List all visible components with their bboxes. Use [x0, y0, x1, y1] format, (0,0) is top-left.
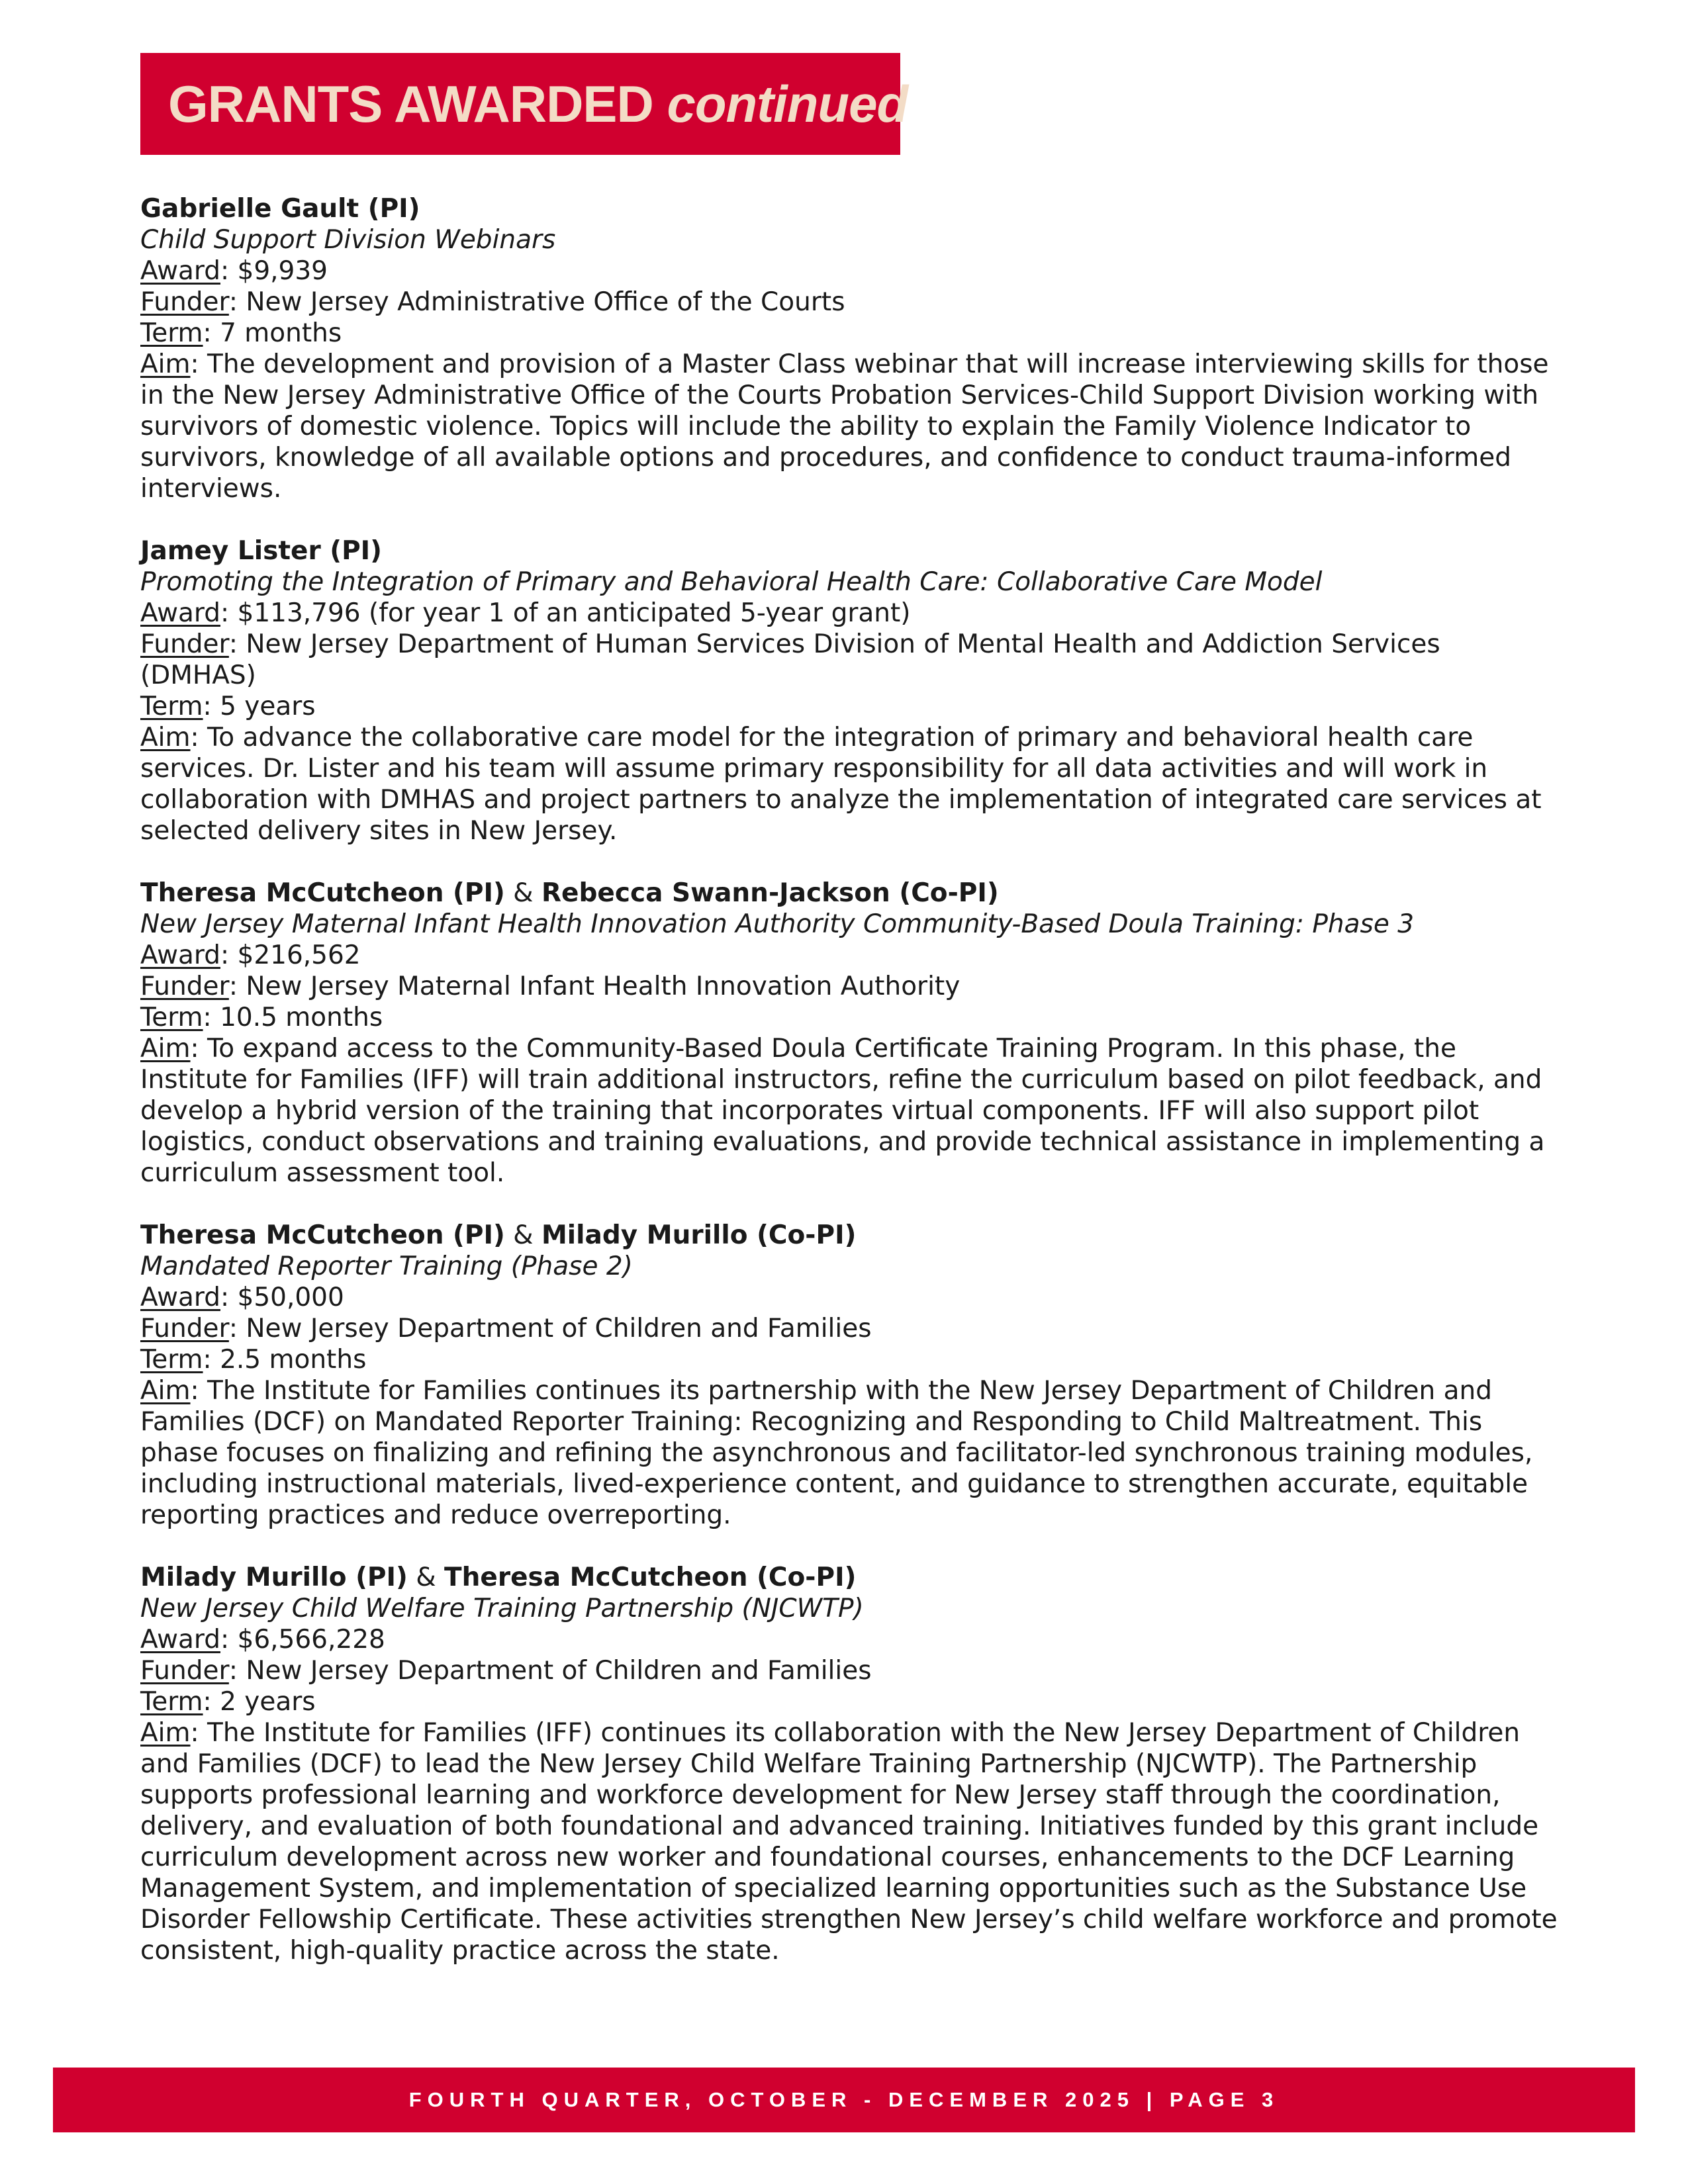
ampersand: &	[407, 1563, 445, 1592]
grant-entry	[140, 193, 1564, 504]
funder-value: : New Jersey Maternal Infant Health Innovation Authority	[228, 972, 961, 1001]
grant-award	[140, 255, 1564, 287]
funder-value: : New Jersey Department of Children and Families	[228, 1314, 872, 1343]
award-label: Award	[140, 1625, 220, 1655]
term-value: : 10.5 months	[203, 1003, 383, 1032]
grant-funder	[140, 287, 1564, 318]
aim-label: Aim	[140, 723, 191, 752]
page-footer	[53, 2068, 1635, 2132]
grant-funder	[140, 629, 1564, 691]
section-title	[168, 74, 908, 134]
aim-value: : The Institute for Families continues its partnership with the New Jersey Department of Children and Families (DCF) on Mandated Reporter Training: Recognizing and Responding to Child Maltreatment. This phase focuses on finalizing and refining the asynchronous and facilitator-led synchronous training modules, including instructional materials, lived-experience content, and guidance to strengthen accurate, equitable reporting practices and reduce overreporting.	[140, 1376, 1533, 1530]
grant-award	[140, 1624, 1564, 1655]
grant-aim	[140, 1033, 1564, 1189]
term-value: : 7 months	[203, 318, 342, 348]
co-principal-investigator: Rebecca Swann-Jackson (Co-PI)	[541, 878, 999, 908]
award-label: Award	[140, 598, 220, 628]
aim-value: : The Institute for Families (IFF) continues its collaboration with the New Jersey Department of Children and Families (DCF) to lead the New Jersey Child Welfare Training Partnership (NJCWTP). The Partnership supports professional learning and workforce development for New Jersey staff through the coordination, delivery, and evaluation of both foundational and advanced training. Initiatives funded by this grant include curriculum development across new worker and foundational courses, enhancements to the DCF Learning Management System, and implementation of specialized learning opportunities such as the Substance Use Disorder Fellowship Certificate. These activities strengthen New Jersey’s child welfare workforce and promote consistent, high-quality practice across the state.	[140, 1718, 1558, 1966]
aim-value: : The development and provision of a Master Class webinar that will increase interviewing skills for those in the New Jersey Administrative Office of the Courts Probation Services-Child Support Division working with survivors of domestic violence. Topics will include the ability to explain the Family Violence Indicator to survivors, knowledge of all available options and procedures, and confidence to conduct trauma-informed interviews.	[140, 349, 1549, 504]
section-title-main: GRANTS AWARDED	[168, 74, 667, 133]
award-label: Award	[140, 1283, 220, 1312]
grant-term	[140, 1344, 1564, 1375]
principal-investigator: Jamey Lister (PI)	[140, 536, 382, 566]
grant-project-title: New Jersey Child Welfare Training Partnership (NJCWTP)	[140, 1594, 864, 1623]
award-label: Award	[140, 940, 220, 970]
grant-aim	[140, 1717, 1564, 1966]
co-principal-investigator: Theresa McCutcheon (Co-PI)	[444, 1563, 857, 1592]
award-value: : $50,000	[220, 1283, 344, 1312]
aim-label: Aim	[140, 1034, 191, 1064]
grant-aim	[140, 349, 1564, 504]
term-value: : 2 years	[203, 1687, 316, 1717]
term-label: Term	[140, 318, 203, 348]
funder-label: Funder	[140, 1656, 229, 1686]
section-header-banner	[140, 53, 908, 155]
award-value: : $6,566,228	[220, 1625, 385, 1655]
grant-investigators	[140, 878, 1564, 909]
grant-investigators	[140, 535, 1564, 567]
principal-investigator: Theresa McCutcheon (PI)	[140, 878, 505, 908]
principal-investigator: Gabrielle Gault (PI)	[140, 194, 420, 224]
grant-entry	[140, 535, 1564, 846]
term-label: Term	[140, 1687, 203, 1717]
aim-label: Aim	[140, 1718, 191, 1748]
principal-investigator: Milady Murillo (PI)	[140, 1563, 408, 1592]
aim-label: Aim	[140, 349, 191, 379]
grant-award	[140, 940, 1564, 971]
funder-label: Funder	[140, 1314, 229, 1343]
grant-aim	[140, 722, 1564, 846]
principal-investigator: Theresa McCutcheon (PI)	[140, 1220, 505, 1250]
grants-list	[140, 193, 1564, 1997]
grant-term	[140, 691, 1564, 722]
funder-value: : New Jersey Department of Human Services Division of Mental Health and Addiction Services (DMHAS)	[140, 629, 1440, 690]
grant-term	[140, 1686, 1564, 1717]
grant-funder	[140, 1655, 1564, 1686]
award-label: Award	[140, 256, 220, 286]
term-label: Term	[140, 692, 203, 721]
grant-project-title: Promoting the Integration of Primary and Behavioral Health Care: Collaborative Care Model	[140, 567, 1323, 597]
grant-term	[140, 1002, 1564, 1033]
award-value: : $9,939	[220, 256, 328, 286]
aim-label: Aim	[140, 1376, 191, 1406]
grant-project-title: Child Support Division Webinars	[140, 225, 556, 255]
grant-term	[140, 318, 1564, 349]
term-value: : 5 years	[203, 692, 316, 721]
grant-entry	[140, 878, 1564, 1189]
grant-entry	[140, 1220, 1564, 1531]
grant-project-title: Mandated Reporter Training (Phase 2)	[140, 1251, 633, 1281]
funder-value: : New Jersey Department of Children and Families	[228, 1656, 872, 1686]
grant-investigators	[140, 1562, 1564, 1593]
funder-value: : New Jersey Administrative Office of the Courts	[228, 287, 845, 317]
term-value: : 2.5 months	[203, 1345, 367, 1375]
award-value: : $113,796 (for year 1 of an anticipated 5-year grant)	[220, 598, 911, 628]
grant-aim	[140, 1375, 1564, 1531]
co-principal-investigator: Milady Murillo (Co-PI)	[541, 1220, 857, 1250]
section-title-continued: continued	[667, 74, 908, 133]
grant-funder	[140, 1313, 1564, 1344]
term-label: Term	[140, 1345, 203, 1375]
funder-label: Funder	[140, 287, 229, 317]
ampersand: &	[504, 878, 541, 908]
grant-award	[140, 598, 1564, 629]
grant-funder	[140, 971, 1564, 1002]
aim-value: : To expand access to the Community-Based Doula Certificate Training Program. In this phase, the Institute for Families (IFF) will train additional instructors, refine the curriculum based on pilot feedback, and develop a hybrid version of the training that incorporates virtual components. IFF will also support pilot logistics, conduct observations and training evaluations, and provide technical assistance in implementing a curriculum assessment tool.	[140, 1034, 1545, 1188]
grant-project-title: New Jersey Maternal Infant Health Innovation Authority Community-Based Doula Training: Phase 3	[140, 909, 1415, 939]
funder-label: Funder	[140, 629, 229, 659]
grant-investigators	[140, 1220, 1564, 1251]
footer-text: FOURTH QUARTER, OCTOBER - DECEMBER 2025 | PAGE 3	[408, 2088, 1280, 2111]
ampersand: &	[504, 1220, 541, 1250]
grant-award	[140, 1282, 1564, 1313]
term-label: Term	[140, 1003, 203, 1032]
award-value: : $216,562	[220, 940, 361, 970]
funder-label: Funder	[140, 972, 229, 1001]
aim-value: : To advance the collaborative care model for the integration of primary and behavioral health care services. Dr. Lister and his team will assume primary responsibility for all data activities and will work in collaboration with DMHAS and project partners to analyze the implementation of integrated care services at selected delivery sites in New Jersey.	[140, 723, 1542, 846]
grant-entry	[140, 1562, 1564, 1966]
grant-investigators	[140, 193, 1564, 224]
